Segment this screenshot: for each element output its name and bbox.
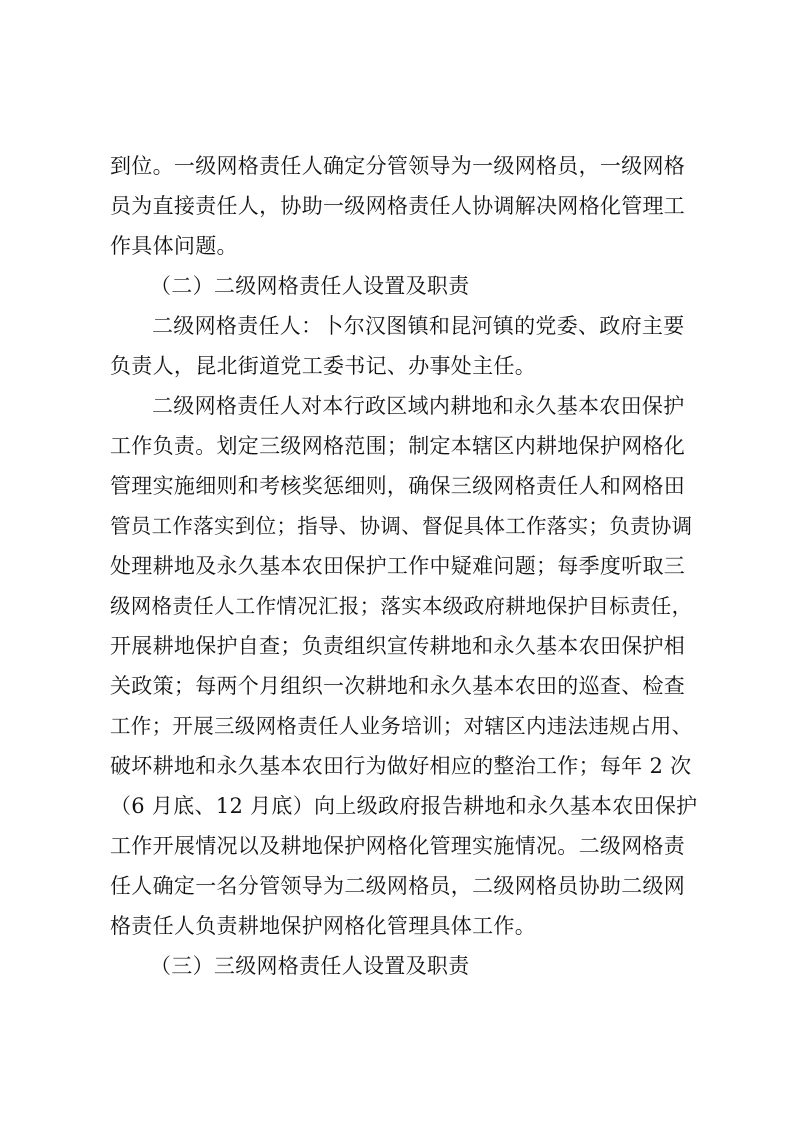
text-line: 任人确定一名分管领导为二级网格员，二级网格员协助二级网	[110, 874, 686, 898]
text-line: 员为直接责任人，协助一级网格责任人协调解决网格化管理工	[110, 194, 686, 218]
text-line: 工作负责。划定三级网格范围；制定本辖区内耕地保护网格化	[110, 434, 686, 458]
text-line: 关政策；每两个月组织一次耕地和永久基本农田的巡查、检查	[110, 674, 686, 698]
text-line: 到位。一级网格责任人确定分管领导为一级网格员，一级网格	[110, 154, 686, 178]
text-line: 破坏耕地和永久基本农田行为做好相应的整治工作；每年 2 次	[110, 754, 692, 778]
text-line: 二级网格责任人：卜尔汉图镇和昆河镇的党委、政府主要	[152, 314, 685, 338]
text-line: 管员工作落实到位；指导、协调、督促具体工作落实；负责协调	[110, 514, 693, 538]
text-line: 级网格责任人工作情况汇报；落实本级政府耕地保护目标责任，	[110, 594, 693, 618]
text-line: 负责人，昆北街道党工委书记、办事处主任。	[110, 354, 536, 378]
text-line: 工作；开展三级网格责任人业务培训；对辖区内违法违规占用、	[110, 714, 693, 738]
text-line: 管理实施细则和考核奖惩细则，确保三级网格责任人和网格田	[110, 474, 686, 498]
text-line: 处理耕地及永久基本农田保护工作中疑难问题；每季度听取三	[110, 554, 686, 578]
text-line: 二级网格责任人对本行政区域内耕地和永久基本农田保护	[152, 394, 685, 418]
section-heading: （三）三级网格责任人设置及职责	[150, 954, 470, 978]
text-line: 开展耕地保护自查；负责组织宣传耕地和永久基本农田保护相	[110, 634, 686, 658]
text-line: 作具体问题。	[110, 234, 238, 258]
section-heading: （二）二级网格责任人设置及职责	[150, 274, 470, 298]
text-line: 格责任人负责耕地保护网格化管理具体工作。	[110, 914, 536, 938]
text-line: 工作开展情况以及耕地保护网格化管理实施情况。二级网格责	[110, 834, 686, 858]
text-line: （6 月底、12 月底）向上级政府报告耕地和永久基本农田保护	[110, 794, 698, 818]
